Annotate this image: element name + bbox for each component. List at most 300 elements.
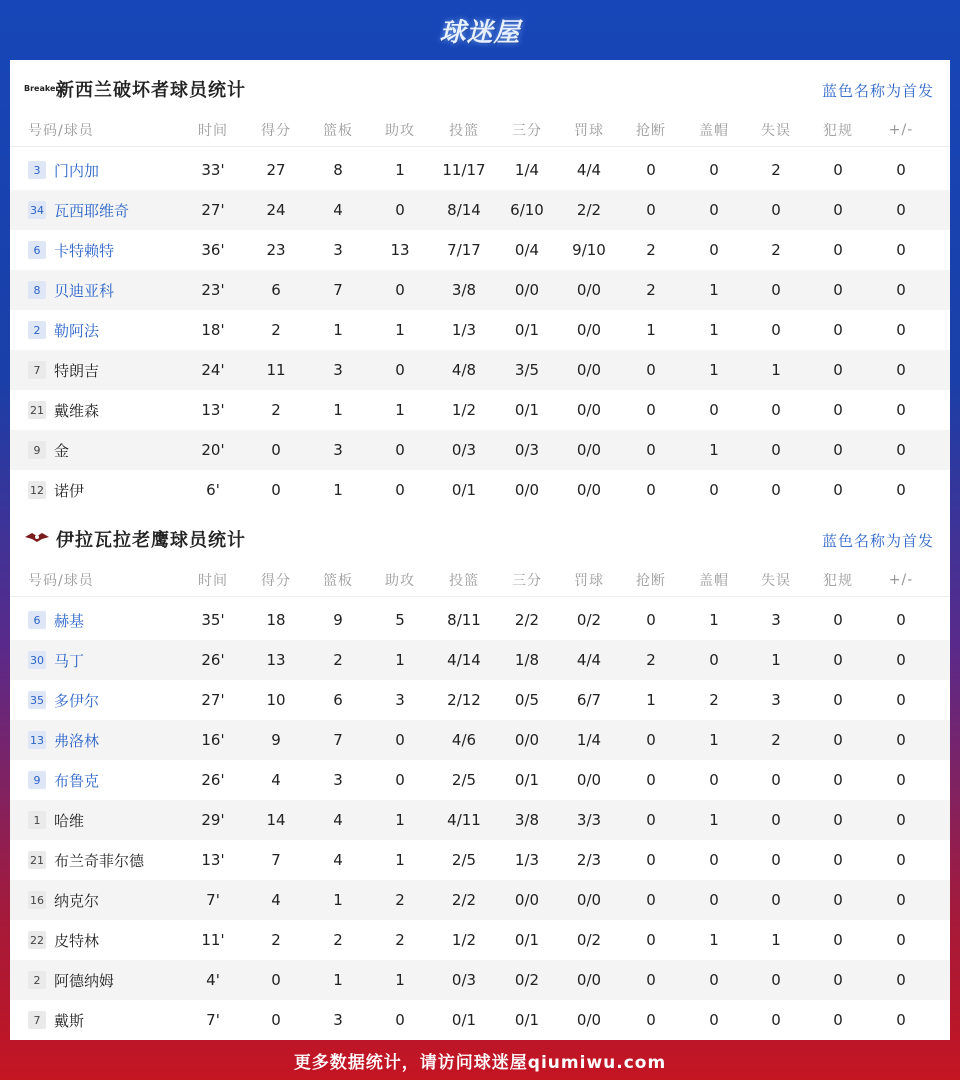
player-row[interactable] bbox=[10, 800, 950, 840]
player-row[interactable] bbox=[10, 840, 950, 880]
stat-stl: 0 bbox=[646, 771, 656, 789]
player-row[interactable] bbox=[10, 880, 950, 920]
stat-stl: 0 bbox=[646, 481, 656, 499]
jersey-number: 13 bbox=[28, 731, 46, 749]
stat-ast: 5 bbox=[395, 611, 405, 629]
stat-pts: 0 bbox=[271, 441, 281, 459]
col-header-pts: 得分 bbox=[261, 573, 291, 589]
stat-pm: 0 bbox=[896, 771, 906, 789]
stat-fg: 1/2 bbox=[451, 401, 477, 419]
stat-pts: 4 bbox=[271, 771, 281, 789]
player-name[interactable]: 阿德纳姆 bbox=[54, 971, 115, 990]
player-row[interactable] bbox=[10, 310, 950, 350]
stat-stl: 0 bbox=[646, 611, 656, 629]
stat-3p: 0/1 bbox=[514, 771, 540, 789]
stat-fg: 1/3 bbox=[451, 321, 477, 339]
stat-ast: 0 bbox=[395, 281, 405, 299]
stat-pm: 0 bbox=[896, 361, 906, 379]
stat-pts: 4 bbox=[271, 891, 281, 909]
stat-ast: 1 bbox=[395, 321, 405, 339]
stat-pf: 0 bbox=[833, 281, 843, 299]
stat-fg: 8/11 bbox=[447, 611, 481, 629]
stat-pf: 0 bbox=[833, 361, 843, 379]
footer-banner[interactable]: 更多数据统计，请访问球迷屋qiumiwu.com bbox=[293, 1052, 667, 1073]
stat-reb: 1 bbox=[333, 971, 343, 989]
stat-time: 13' bbox=[201, 851, 225, 869]
col-header-ast: 助攻 bbox=[385, 123, 415, 139]
player-name[interactable]: 勒阿法 bbox=[54, 321, 100, 340]
stat-pts: 0 bbox=[271, 1011, 281, 1029]
team-title: 新西兰破坏者球员统计 bbox=[56, 80, 246, 101]
jersey-number: 34 bbox=[28, 201, 46, 219]
col-header-player: 号码/球员 bbox=[28, 573, 94, 589]
stat-time: 35' bbox=[201, 611, 225, 629]
stat-time: 23' bbox=[201, 281, 225, 299]
stat-fg: 2/5 bbox=[451, 771, 477, 789]
stat-pts: 24 bbox=[266, 201, 286, 219]
col-header-blk: 盖帽 bbox=[699, 573, 729, 589]
stat-blk: 1 bbox=[709, 731, 719, 749]
col-header-fg: 投篮 bbox=[449, 573, 479, 589]
player-name[interactable]: 金 bbox=[54, 441, 70, 460]
stat-time: 4' bbox=[206, 971, 220, 989]
stat-pf: 0 bbox=[833, 811, 843, 829]
jersey-number: 21 bbox=[28, 851, 46, 869]
stat-pf: 0 bbox=[833, 321, 843, 339]
stat-stl: 2 bbox=[646, 241, 656, 259]
stat-tov: 1 bbox=[771, 361, 781, 379]
stat-pts: 2 bbox=[271, 321, 281, 339]
stat-stl: 0 bbox=[646, 971, 656, 989]
jersey-number: 7 bbox=[28, 361, 46, 379]
stat-pf: 0 bbox=[833, 1011, 843, 1029]
player-row[interactable] bbox=[10, 960, 950, 1000]
jersey-number: 16 bbox=[28, 891, 46, 909]
stat-pf: 0 bbox=[833, 611, 843, 629]
stat-pf: 0 bbox=[833, 731, 843, 749]
stat-tov: 0 bbox=[771, 891, 781, 909]
stat-time: 33' bbox=[201, 161, 225, 179]
stat-3p: 0/0 bbox=[514, 891, 540, 909]
stat-pf: 0 bbox=[833, 891, 843, 909]
stat-fg: 2/12 bbox=[447, 691, 481, 709]
col-header-reb: 篮板 bbox=[323, 123, 353, 139]
stat-stl: 0 bbox=[646, 441, 656, 459]
stat-ast: 1 bbox=[395, 651, 405, 669]
col-header-fg: 投篮 bbox=[449, 123, 479, 139]
stat-stl: 0 bbox=[646, 851, 656, 869]
team-header-breakers bbox=[10, 60, 950, 118]
stat-pts: 14 bbox=[266, 811, 286, 829]
stat-3p: 0/5 bbox=[514, 691, 540, 709]
team-title: 伊拉瓦拉老鹰球员统计 bbox=[56, 530, 246, 551]
stat-ft: 0/0 bbox=[576, 1011, 602, 1029]
player-name[interactable]: 卡特赖特 bbox=[54, 241, 115, 260]
stat-fg: 4/6 bbox=[451, 731, 477, 749]
col-header-reb: 篮板 bbox=[323, 573, 353, 589]
player-row[interactable] bbox=[10, 600, 950, 640]
stat-blk: 1 bbox=[709, 611, 719, 629]
col-header-stl: 抢断 bbox=[636, 123, 666, 139]
stat-ft: 0/0 bbox=[576, 971, 602, 989]
player-row[interactable] bbox=[10, 720, 950, 760]
player-row[interactable] bbox=[10, 350, 950, 390]
starter-legend: 蓝色名称为首发 bbox=[821, 82, 934, 100]
stat-pts: 6 bbox=[271, 281, 281, 299]
col-header-pf: 犯规 bbox=[823, 573, 853, 589]
stat-3p: 0/1 bbox=[514, 321, 540, 339]
site-logo[interactable]: 球迷屋 bbox=[439, 17, 521, 48]
stat-ft: 0/2 bbox=[576, 931, 602, 949]
player-name[interactable]: 布鲁克 bbox=[54, 771, 100, 790]
col-header-tov: 失误 bbox=[761, 573, 791, 589]
player-row[interactable] bbox=[10, 1000, 950, 1040]
stat-reb: 3 bbox=[333, 361, 343, 379]
stat-pm: 0 bbox=[896, 611, 906, 629]
stat-ast: 0 bbox=[395, 361, 405, 379]
player-row[interactable] bbox=[10, 390, 950, 430]
stat-pm: 0 bbox=[896, 1011, 906, 1029]
player-name[interactable]: 马丁 bbox=[54, 651, 85, 670]
stat-tov: 0 bbox=[771, 811, 781, 829]
player-name[interactable]: 布兰奇菲尔德 bbox=[54, 851, 145, 870]
stat-3p: 2/2 bbox=[514, 611, 540, 629]
stats-card bbox=[10, 60, 950, 1040]
stat-fg: 11/17 bbox=[442, 161, 486, 179]
stat-ft: 9/10 bbox=[572, 241, 606, 259]
stat-reb: 7 bbox=[333, 281, 343, 299]
stat-fg: 2/2 bbox=[451, 891, 477, 909]
site-header bbox=[0, 0, 960, 60]
jersey-number: 6 bbox=[28, 241, 46, 259]
stat-stl: 0 bbox=[646, 891, 656, 909]
stat-ast: 2 bbox=[395, 891, 405, 909]
player-name[interactable]: 弗洛林 bbox=[54, 731, 100, 750]
player-row[interactable] bbox=[10, 230, 950, 270]
stat-ft: 6/7 bbox=[576, 691, 602, 709]
stat-ft: 0/0 bbox=[576, 361, 602, 379]
col-header-stl: 抢断 bbox=[636, 573, 666, 589]
stat-pm: 0 bbox=[896, 401, 906, 419]
col-header-3p: 三分 bbox=[512, 573, 542, 589]
player-row[interactable] bbox=[10, 270, 950, 310]
stat-pm: 0 bbox=[896, 481, 906, 499]
jersey-number: 21 bbox=[28, 401, 46, 419]
stat-reb: 1 bbox=[333, 481, 343, 499]
stat-pf: 0 bbox=[833, 241, 843, 259]
stat-fg: 8/14 bbox=[447, 201, 481, 219]
stat-pts: 2 bbox=[271, 401, 281, 419]
stat-pts: 27 bbox=[266, 161, 286, 179]
stat-blk: 1 bbox=[709, 931, 719, 949]
jersey-number: 35 bbox=[28, 691, 46, 709]
stat-3p: 0/4 bbox=[514, 241, 540, 259]
stat-pts: 0 bbox=[271, 481, 281, 499]
stat-3p: 0/0 bbox=[514, 481, 540, 499]
player-row[interactable] bbox=[10, 640, 950, 680]
stat-fg: 0/1 bbox=[451, 1011, 477, 1029]
stat-tov: 0 bbox=[771, 281, 781, 299]
stat-pf: 0 bbox=[833, 691, 843, 709]
stat-blk: 0 bbox=[709, 481, 719, 499]
player-name[interactable]: 戴斯 bbox=[54, 1011, 85, 1030]
stat-fg: 0/1 bbox=[451, 481, 477, 499]
stat-pm: 0 bbox=[896, 851, 906, 869]
stat-tov: 0 bbox=[771, 851, 781, 869]
stat-pts: 9 bbox=[271, 731, 281, 749]
stat-ft: 0/0 bbox=[576, 441, 602, 459]
stat-ast: 1 bbox=[395, 851, 405, 869]
stat-stl: 0 bbox=[646, 361, 656, 379]
stat-pf: 0 bbox=[833, 931, 843, 949]
stat-ast: 1 bbox=[395, 811, 405, 829]
stat-pm: 0 bbox=[896, 321, 906, 339]
stat-time: 36' bbox=[201, 241, 225, 259]
col-header-time: 时间 bbox=[198, 123, 228, 139]
stat-tov: 3 bbox=[771, 691, 781, 709]
stat-fg: 4/8 bbox=[451, 361, 477, 379]
stat-ft: 3/3 bbox=[576, 811, 602, 829]
stat-tov: 3 bbox=[771, 611, 781, 629]
stat-3p: 0/0 bbox=[514, 281, 540, 299]
stat-pf: 0 bbox=[833, 401, 843, 419]
player-row[interactable] bbox=[10, 430, 950, 470]
player-name[interactable]: 瓦西耶维奇 bbox=[54, 201, 130, 220]
stat-tov: 0 bbox=[771, 441, 781, 459]
player-row[interactable] bbox=[10, 680, 950, 720]
stat-reb: 9 bbox=[333, 611, 343, 629]
stat-3p: 6/10 bbox=[510, 201, 544, 219]
stat-ft: 0/0 bbox=[576, 891, 602, 909]
stat-ast: 0 bbox=[395, 771, 405, 789]
player-name[interactable]: 多伊尔 bbox=[54, 691, 100, 710]
starter-legend: 蓝色名称为首发 bbox=[821, 532, 934, 550]
stat-reb: 2 bbox=[333, 931, 343, 949]
player-name[interactable]: 诺伊 bbox=[54, 481, 85, 500]
stat-blk: 0 bbox=[709, 651, 719, 669]
stat-3p: 0/0 bbox=[514, 731, 540, 749]
stat-time: 20' bbox=[201, 441, 225, 459]
stat-pm: 0 bbox=[896, 971, 906, 989]
stat-blk: 1 bbox=[709, 321, 719, 339]
jersey-number: 30 bbox=[28, 651, 46, 669]
stat-tov: 0 bbox=[771, 321, 781, 339]
stat-ft: 1/4 bbox=[576, 731, 602, 749]
player-name[interactable]: 哈维 bbox=[54, 811, 85, 830]
stat-blk: 0 bbox=[709, 201, 719, 219]
stat-time: 26' bbox=[201, 651, 225, 669]
stat-reb: 6 bbox=[333, 691, 343, 709]
player-name[interactable]: 贝迪亚科 bbox=[54, 281, 115, 300]
player-name[interactable]: 门内加 bbox=[54, 161, 100, 180]
stat-reb: 3 bbox=[333, 771, 343, 789]
stat-ast: 0 bbox=[395, 201, 405, 219]
player-row[interactable] bbox=[10, 190, 950, 230]
stat-tov: 1 bbox=[771, 931, 781, 949]
stat-pf: 0 bbox=[833, 971, 843, 989]
stat-reb: 1 bbox=[333, 401, 343, 419]
stat-blk: 1 bbox=[709, 811, 719, 829]
stat-blk: 0 bbox=[709, 401, 719, 419]
col-header-ast: 助攻 bbox=[385, 573, 415, 589]
stat-ft: 0/0 bbox=[576, 321, 602, 339]
player-row[interactable] bbox=[10, 760, 950, 800]
stat-reb: 8 bbox=[333, 161, 343, 179]
stat-3p: 0/1 bbox=[514, 401, 540, 419]
stat-tov: 0 bbox=[771, 481, 781, 499]
col-header-pm: +/- bbox=[888, 572, 914, 588]
stat-blk: 0 bbox=[709, 771, 719, 789]
stat-fg: 3/8 bbox=[451, 281, 477, 299]
jersey-number: 22 bbox=[28, 931, 46, 949]
player-name[interactable]: 戴维森 bbox=[54, 401, 100, 420]
stat-pm: 0 bbox=[896, 731, 906, 749]
stat-stl: 0 bbox=[646, 931, 656, 949]
stat-stl: 2 bbox=[646, 281, 656, 299]
stat-reb: 1 bbox=[333, 891, 343, 909]
stat-time: 18' bbox=[201, 321, 225, 339]
stat-pm: 0 bbox=[896, 281, 906, 299]
stat-ast: 0 bbox=[395, 481, 405, 499]
stat-3p: 3/5 bbox=[514, 361, 540, 379]
jersey-number: 6 bbox=[28, 611, 46, 629]
stat-3p: 0/3 bbox=[514, 441, 540, 459]
stat-fg: 0/3 bbox=[451, 441, 477, 459]
stat-fg: 1/2 bbox=[451, 931, 477, 949]
jersey-number: 2 bbox=[28, 971, 46, 989]
stat-time: 7' bbox=[206, 1011, 220, 1029]
col-header-tov: 失误 bbox=[761, 123, 791, 139]
stat-pm: 0 bbox=[896, 161, 906, 179]
col-header-blk: 盖帽 bbox=[699, 123, 729, 139]
stat-time: 13' bbox=[201, 401, 225, 419]
player-name[interactable]: 赫基 bbox=[54, 611, 85, 630]
col-header-ft: 罚球 bbox=[574, 573, 604, 589]
stat-pm: 0 bbox=[896, 441, 906, 459]
stat-blk: 1 bbox=[709, 361, 719, 379]
stat-stl: 0 bbox=[646, 731, 656, 749]
stat-tov: 0 bbox=[771, 771, 781, 789]
player-row[interactable] bbox=[10, 920, 950, 960]
stat-blk: 1 bbox=[709, 441, 719, 459]
stat-tov: 2 bbox=[771, 161, 781, 179]
stat-3p: 1/3 bbox=[514, 851, 540, 869]
jersey-number: 2 bbox=[28, 321, 46, 339]
stat-pts: 13 bbox=[266, 651, 286, 669]
stat-fg: 4/11 bbox=[447, 811, 481, 829]
jersey-number: 8 bbox=[28, 281, 46, 299]
col-header-pf: 犯规 bbox=[823, 123, 853, 139]
stat-pf: 0 bbox=[833, 851, 843, 869]
stat-blk: 2 bbox=[709, 691, 719, 709]
stat-tov: 0 bbox=[771, 971, 781, 989]
stat-fg: 7/17 bbox=[447, 241, 481, 259]
stat-fg: 2/5 bbox=[451, 851, 477, 869]
stat-time: 16' bbox=[201, 731, 225, 749]
hawks-logo-icon bbox=[24, 530, 50, 544]
jersey-number: 3 bbox=[28, 161, 46, 179]
stat-ast: 0 bbox=[395, 731, 405, 749]
stat-time: 29' bbox=[201, 811, 225, 829]
stat-pm: 0 bbox=[896, 201, 906, 219]
player-name[interactable]: 特朗吉 bbox=[54, 361, 100, 380]
jersey-number: 7 bbox=[28, 1011, 46, 1029]
stat-time: 24' bbox=[201, 361, 225, 379]
player-row[interactable] bbox=[10, 470, 950, 510]
stat-stl: 0 bbox=[646, 1011, 656, 1029]
column-header-row bbox=[10, 564, 950, 597]
stat-fg: 0/3 bbox=[451, 971, 477, 989]
stat-stl: 0 bbox=[646, 811, 656, 829]
stat-reb: 7 bbox=[333, 731, 343, 749]
stat-pf: 0 bbox=[833, 771, 843, 789]
stat-ft: 0/0 bbox=[576, 771, 602, 789]
stat-stl: 2 bbox=[646, 651, 656, 669]
stat-time: 7' bbox=[206, 891, 220, 909]
col-header-player: 号码/球员 bbox=[28, 123, 94, 139]
stat-ft: 0/0 bbox=[576, 481, 602, 499]
jersey-number: 9 bbox=[28, 441, 46, 459]
stat-ft: 4/4 bbox=[576, 161, 602, 179]
stat-3p: 1/4 bbox=[514, 161, 540, 179]
stat-tov: 0 bbox=[771, 201, 781, 219]
stat-3p: 0/1 bbox=[514, 931, 540, 949]
stat-pts: 0 bbox=[271, 971, 281, 989]
stat-pm: 0 bbox=[896, 691, 906, 709]
stat-reb: 1 bbox=[333, 321, 343, 339]
column-header-row bbox=[10, 114, 950, 147]
stat-ast: 0 bbox=[395, 1011, 405, 1029]
player-row[interactable] bbox=[10, 150, 950, 190]
stat-stl: 0 bbox=[646, 161, 656, 179]
stat-fg: 4/14 bbox=[447, 651, 481, 669]
stat-tov: 2 bbox=[771, 241, 781, 259]
stat-blk: 0 bbox=[709, 1011, 719, 1029]
stat-pm: 0 bbox=[896, 811, 906, 829]
stat-pm: 0 bbox=[896, 891, 906, 909]
stat-stl: 1 bbox=[646, 691, 656, 709]
stat-pts: 2 bbox=[271, 931, 281, 949]
stat-blk: 0 bbox=[709, 851, 719, 869]
col-header-time: 时间 bbox=[198, 573, 228, 589]
stat-blk: 0 bbox=[709, 241, 719, 259]
stat-pts: 18 bbox=[266, 611, 286, 629]
stat-ast: 13 bbox=[390, 241, 410, 259]
stat-pm: 0 bbox=[896, 651, 906, 669]
stat-tov: 0 bbox=[771, 401, 781, 419]
stat-reb: 4 bbox=[333, 201, 343, 219]
stat-pts: 23 bbox=[266, 241, 286, 259]
col-header-ft: 罚球 bbox=[574, 123, 604, 139]
jersey-number: 12 bbox=[28, 481, 46, 499]
player-name[interactable]: 纳克尔 bbox=[54, 891, 100, 910]
breakers-logo-icon bbox=[24, 80, 65, 94]
stat-ft: 0/0 bbox=[576, 401, 602, 419]
stat-time: 27' bbox=[201, 691, 225, 709]
player-name[interactable]: 皮特林 bbox=[54, 931, 100, 950]
team-header-hawks bbox=[10, 510, 950, 568]
stat-ft: 4/4 bbox=[576, 651, 602, 669]
stat-stl: 0 bbox=[646, 201, 656, 219]
stat-pf: 0 bbox=[833, 161, 843, 179]
stat-blk: 0 bbox=[709, 891, 719, 909]
stat-pf: 0 bbox=[833, 201, 843, 219]
svg-text:Breakers: Breakers bbox=[24, 84, 65, 93]
stat-reb: 3 bbox=[333, 241, 343, 259]
stat-reb: 2 bbox=[333, 651, 343, 669]
stat-pm: 0 bbox=[896, 241, 906, 259]
col-header-pts: 得分 bbox=[261, 123, 291, 139]
